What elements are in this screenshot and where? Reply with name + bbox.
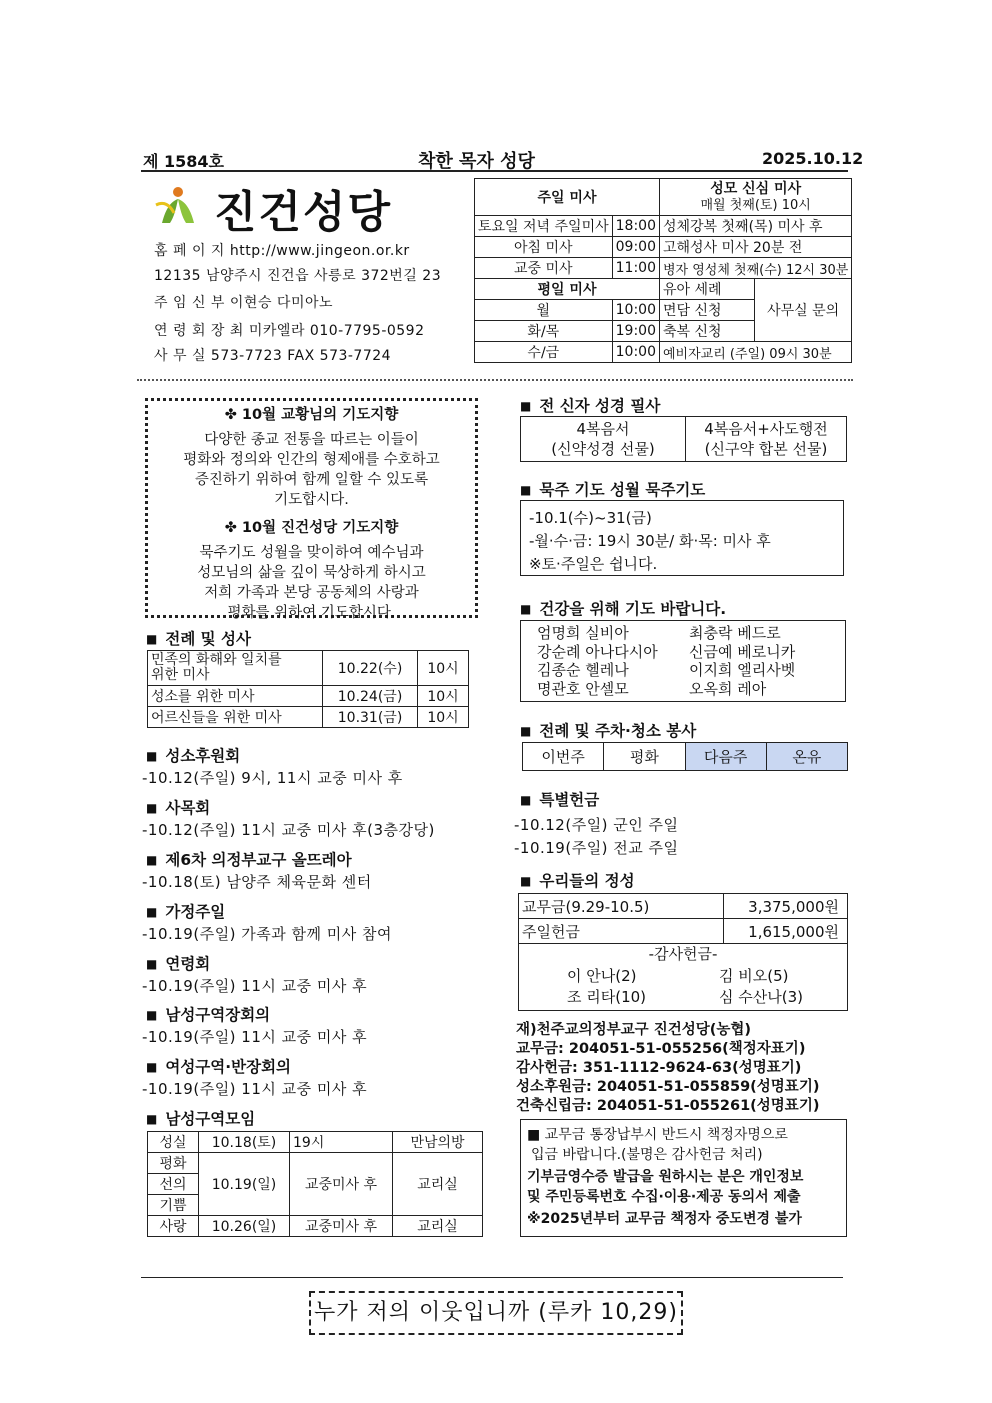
item-title: ■ 남성구역장회의 (146, 1003, 270, 1025)
sunday-mass-header: 주일 미사 (475, 179, 660, 216)
offering-table: 교무금(9.29-10.5) 3,375,000원 주일헌금 1,615,000원 -감사헌금- 이 안나(2) 김 비오(5) 조 리타(10) 심 수산나(3) (518, 893, 848, 1011)
item-text: -10.19(주일) 가족과 함께 미사 참여 (142, 925, 393, 943)
rosary-box: -10.1(수)~31(금) -월·수·금: 19시 30분/ 화·목: 미사 후 ※토·주일은 쉽니다. (520, 500, 844, 576)
special-offering-line: -10.12(주일) 군인 주일 (514, 816, 679, 834)
item-title: ■ 여성구역·반장회의 (146, 1055, 291, 1077)
item-title: ■ 가정주일 (146, 900, 225, 922)
pope-prayer-text: 다양한 종교 전통을 따르는 이들이 평화와 정의와 인간의 형제애를 수호하고 증진하기 위하여 함께 일할 수 있도록 기도합시다. (183, 432, 440, 508)
men-meeting-table: 성실 10.18(토) 19시 만남의방 평화 10.19(일) 교중미사 후 교리실 선의 기쁨 사랑 10.26(일) 교중미사 후 교리실 (147, 1131, 483, 1237)
item-text: -10.19(주일) 11시 교중 미사 후 (142, 977, 368, 995)
health-list-right: 최충락 베드로 신금예 베로니카 이지희 엘리사벳 오옥희 레아 (689, 624, 796, 698)
prayer-intention-box (145, 398, 478, 621)
bible-verse: 누가 저의 이웃입니까 (루카 10,29) (309, 1291, 683, 1335)
item-text: -10.18(토) 남양주 체육문화 센터 (142, 873, 372, 891)
header-rule (141, 170, 848, 172)
health-list-left: 엄명희 실비아 강순례 아나다시아 김종순 헬레나 명관호 안셀모 (537, 624, 658, 698)
item-title: ■ 제6차 의정부교구 올뜨레아 (146, 848, 352, 870)
offering-title: ■ 우리들의 정성 (520, 869, 635, 891)
footer-rule (141, 1277, 843, 1278)
bank-accounts: 재)천주교의정부교구 진건성당(농협) 교무금: 204051-51-055256(책정자표기) 감사헌금: 351-1112-9624-63(성명표기) 성소후원금: 204051-51-055859(성명표기) 건축신립금: 204051-51-055261(성명표기) (516, 1022, 820, 1114)
men-meeting-title: ■ 남성구역모임 (146, 1107, 255, 1129)
parish-title: 착한 목자 성당 (418, 151, 535, 172)
liturgy-title: ■ 전례 및 성사 (146, 627, 251, 649)
address: 12135 남양주시 진건읍 사릉로 372번길 23 (154, 268, 442, 284)
homepage: 홈 페 이 지 http://www.jingeon.or.kr (154, 243, 410, 259)
special-offering-title: ■ 특별헌금 (520, 788, 599, 810)
pastor: 주 임 신 부 이현승 다미아노 (154, 295, 334, 311)
item-text: -10.12(주일) 9시, 11시 교중 미사 후 (142, 769, 403, 787)
logo-icon (152, 183, 204, 227)
item-title: ■ 연령회 (146, 952, 210, 974)
item-text: -10.12(주일) 11시 교중 미사 후(3층강당) (142, 821, 435, 839)
health-box (520, 620, 846, 702)
logo-text: 진건성당 (214, 187, 393, 238)
thanks-offering-cell: -감사헌금- 이 안나(2) 김 비오(5) 조 리타(10) 심 수산나(3) (519, 944, 848, 1011)
item-text: -10.19(주일) 11시 교중 미사 후 (142, 1080, 368, 1098)
issue-date: 2025.10.12 (762, 149, 864, 168)
health-title: ■ 건강을 위해 기도 바랍니다. (520, 597, 726, 619)
section-divider (137, 379, 853, 381)
mother-mass-header: 성모 신심 미사 매월 첫째(토) 10시 (659, 179, 851, 216)
item-title: ■ 성소후원회 (146, 744, 240, 766)
liturgy-table: 민족의 화해와 일치를 위한 미사 10.22(수) 10시 성소를 위한 미사 10.24(금) 10시 어르신들을 위한 미사 10.31(금) 10시 (147, 650, 469, 728)
item-title: ■ 사목회 (146, 796, 210, 818)
president: 연 령 회 장 최 미카엘라 010-7795-0592 (154, 323, 425, 339)
parish-prayer-text: 묵주기도 성월을 맞이하여 예수님과 성모님의 삶을 깊이 묵상하게 하시고 저희 가족과 본당 공동체의 사랑과 평화를 위하여 기도합시다. (197, 545, 426, 621)
pope-prayer-title: ✤ 10월 교황님의 기도지향 (224, 407, 399, 423)
bible-title: ■ 전 신자 성경 필사 (520, 394, 660, 416)
offering-notice-box: ■ 교무금 통장납부시 반드시 책정자명으로 입금 바랍니다.(불명은 감사헌금 처리) 기부금영수증 발급을 원하시는 분은 개인정보 및 주민등록번호 수집·이용·제공 동의서 제출 ※2025년부터 교무금 책정자 중도변경 불가 (520, 1119, 847, 1237)
item-text: -10.19(주일) 11시 교중 미사 후 (142, 1028, 368, 1046)
parish-prayer-title: ✤ 10월 진건성당 기도지향 (224, 520, 399, 536)
issue-number: 제 1584호 (143, 152, 225, 171)
special-offering-line: -10.19(주일) 전교 주일 (514, 839, 679, 857)
service-title: ■ 전례 및 주차·청소 봉사 (520, 719, 696, 741)
mass-schedule-table: 주일 미사 성모 신심 미사 매월 첫째(토) 10시 토요일 저녁 주일미사 18:00 성체강복 첫째(목) 미사 후 아침 미사 09:00 고해성사 미사 20분 전 교중 미사 11:00 병자 영성체 첫째(수) 12시 30분 평일 미사 유아 세례 사무실 문의 월 10:00 면담 신청 화/목 19:00 축복 신청 수/금 10:00 예비자교리 (주일) 09시 30분 (474, 178, 852, 363)
service-table: 이번주 평화 다음주 온유 (522, 742, 848, 771)
office-contact: 사 무 실 573-7723 FAX 573-7724 (154, 348, 392, 364)
bible-table: 4복음서 (신약성경 선물) 4복음서+사도행전 (신구약 합본 선물) (520, 416, 847, 462)
rosary-title: ■ 묵주 기도 성월 묵주기도 (520, 478, 705, 500)
